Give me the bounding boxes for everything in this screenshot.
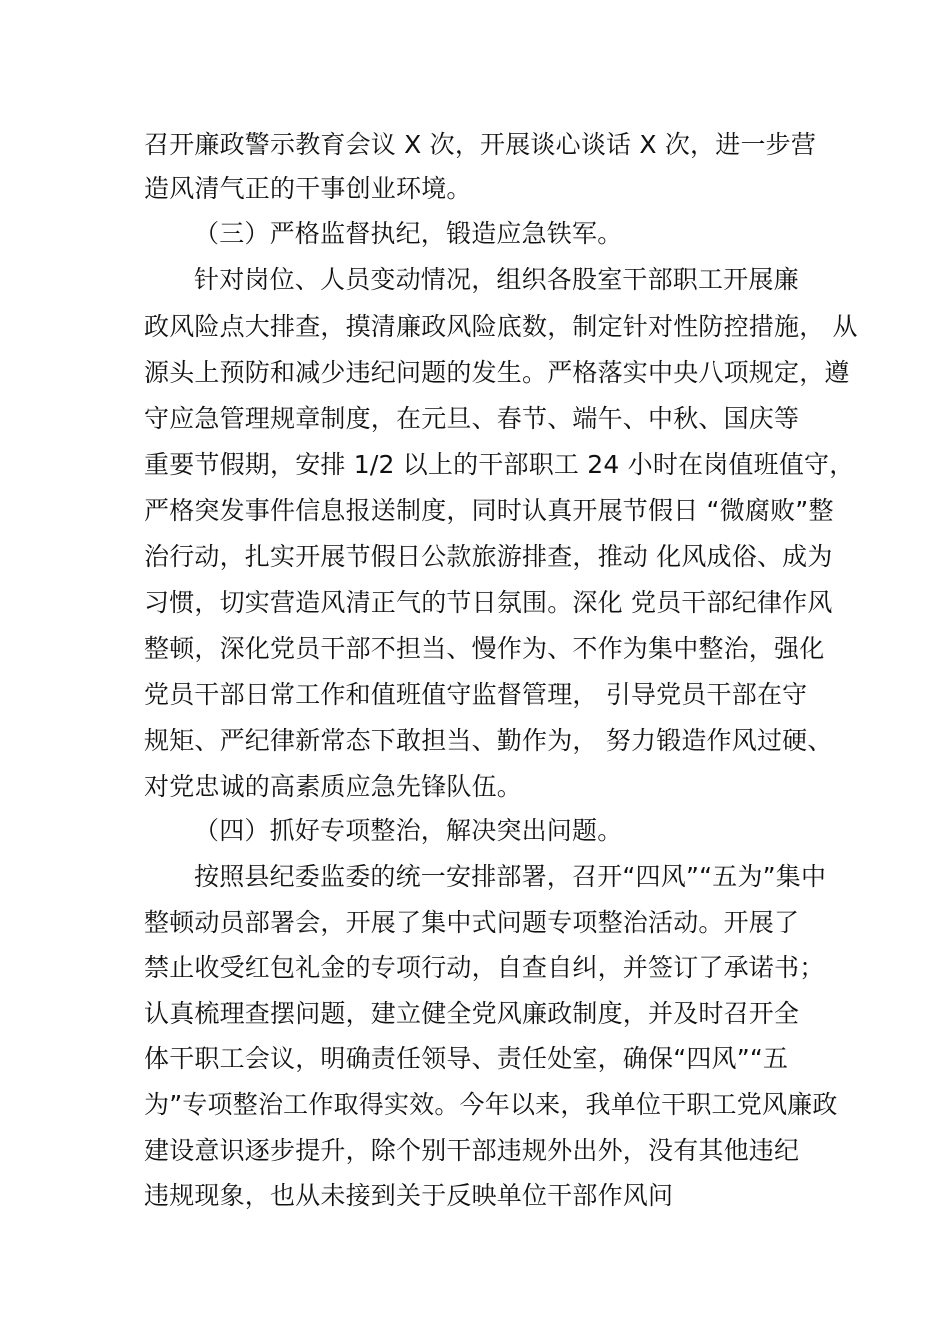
paragraph-line: 重要节假期，安排 1/2 以上的干部职工 24 小时在岗值班值守， [144, 450, 855, 479]
paragraph-line: 体干职工会议，明确责任领导、责任处室，确保“四风”“五 [144, 1044, 789, 1073]
paragraph-line: 整顿，深化党员干部不担当、慢作为、不作为集中整治，强化 [144, 634, 825, 663]
paragraph-line: 为”专项整治工作取得实效。今年以来，我单位干职工党风廉政 [144, 1090, 838, 1119]
paragraph-line: 召开廉政警示教育会议 X 次，开展谈心谈话 X 次，进一步营 [144, 130, 817, 159]
paragraph-line: 禁止收受红包礼金的专项行动，自查自纠，并签订了承诺书； [144, 953, 825, 982]
section-heading-three: （三）严格监督执纪，锻造应急铁军。 [194, 219, 623, 248]
section-heading-four: （四）抓好专项整治，解决突出问题。 [194, 816, 623, 845]
paragraph-line: 守应急管理规章制度，在元旦、春节、端午、中秋、国庆等 [144, 404, 800, 433]
paragraph-line: 对党忠诚的高素质应急先锋队伍。 [144, 772, 523, 801]
paragraph-line: 认真梳理查摆问题，建立健全党风廉政制度，并及时召开全 [144, 999, 800, 1028]
paragraph-line: 源头上预防和减少违纪问题的发生。严格落实中央八项规定，遵 [144, 358, 850, 387]
paragraph-line: 政风险点大排查，摸清廉政风险底数，制定针对性防控措施， 从 [144, 312, 858, 341]
paragraph-line: 严格突发事件信息报送制度，同时认真开展节假日 “微腐败”整 [144, 496, 834, 525]
paragraph-line: 按照县纪委监委的统一安排部署，召开“四风”“五为”集中 [194, 862, 827, 891]
paragraph-line: 违规现象，也从未接到关于反映单位干部作风问 [144, 1181, 674, 1210]
paragraph-line: 整顿动员部署会，开展了集中式问题专项整治活动。开展了 [144, 908, 800, 937]
paragraph-line: 治行动，扎实开展节假日公款旅游排查，推动 化风成俗、成为 [144, 542, 833, 571]
paragraph-line: 习惯，切实营造风清正气的节日氛围。深化 党员干部纪律作风 [144, 588, 833, 617]
paragraph-line: 造风清气正的干事创业环境。 [144, 174, 472, 203]
paragraph-line: 规矩、严纪律新常态下敢担当、勤作为， 努力锻造作风过硬、 [144, 726, 833, 755]
paragraph-line: 建设意识逐步提升，除个别干部违规外出外，没有其他违纪 [144, 1136, 800, 1165]
paragraph-line: 党员干部日常工作和值班值守监督管理， 引导党员干部在守 [144, 680, 808, 709]
paragraph-line: 针对岗位、人员变动情况，组织各股室干部职工开展廉 [194, 265, 799, 294]
